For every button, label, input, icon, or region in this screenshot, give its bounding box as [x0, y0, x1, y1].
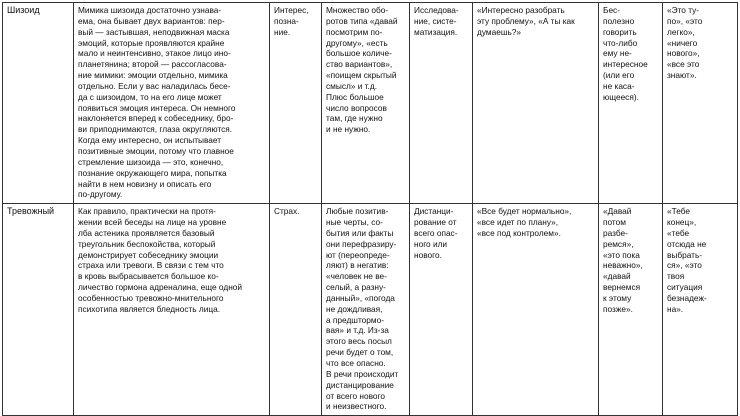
key-phrases-cell: «Интересно разобрать эту проблему», «А ты как думаешь?»: [473, 3, 599, 204]
key-phrases-cell: «Все будет нормально», «все идет по плану», «все под контролем».: [473, 204, 599, 416]
basic-emotion-cell: Интерес, позна- ние.: [270, 3, 322, 204]
facial-expression-cell: Мимика шизоида достаточно узнава- ема, она бывает двух вариантов: пер- вый — застывшая, неподвижная маска эмоций, которые проявляются крайне мало и неинтенсивно, этакое лицо ино- планетянина; второй — рассогласова- ние мимики: эмоции отдельно, мимика отдельно. Если у вас наладилась бесе- да с шизоидом, то на его лице может появиться эмоция интереса. Он немного наклоняется вперед к собеседнику, бро- ви приподнимаются, глаза округляются. Когда ему интересно, он испытывает позитивные эмоции, потому что главное стремление шизоида — это, конечно, познание окружающего мира, попытка найти в нем новизну и описать его по-другому.: [74, 3, 270, 204]
psychotype-name-cell: Шизоид: [3, 3, 74, 204]
stop-phrases-cell: «Тебе конец», «тебе отсюда не выбрать- ся», «это твоя ситуация безнадеж- на».: [663, 204, 738, 416]
defense-cell: Дистанци- рование от всего опас- ного или нового.: [410, 204, 473, 416]
table-row: [3, 3, 738, 204]
psychotype-table: [2, 2, 738, 416]
speech-features-cell: Множество обо- ротов типа «давай посмотрим по- другому», «есть большое количе- ство вариантов», «поищем скрытый смысл» и т.д. Плюс большое число вопросов там, где нужно и не нужно.: [322, 3, 410, 204]
stop-phrases-cell: «Это ту- по», «это легко», «ничего нового», «все это знают».: [663, 3, 738, 204]
useless-phrases-cell: Бес- полезно говорить что-либо ему не- интересное (или его не каса- ющееся).: [599, 3, 663, 204]
useless-phrases-cell: «Давай потом разбе- ремся», «это пока неважно», «давай вернемся к этому позже».: [599, 204, 663, 416]
table-row: [3, 204, 738, 416]
facial-expression-cell: Как правило, практически на протя- жении всей беседы на лице на уровне лба астеника проявляется базовый треугольник беспокойства, который демонстрирует собеседнику эмоции страха или тревоги. В связи с тем что в кровь выбрасывается большое ко- личество гормона адреналина, еще одной особенностью тревожно-мнительного психотипа является бледность лица.: [74, 204, 270, 416]
speech-features-cell: Любые позитив- ные черты, со- бытия или факты они перефразиру- ют (переопреде- ляют) в негатив: «человек не ве- селый, а разну- данный», «погода не дождливая, а предштормо- вая» и т.д. Из-за этого весь посыл речи будет о том, что все опасно. В речи происходит дистанцирование от всего нового и неизвестного.: [322, 204, 410, 416]
basic-emotion-cell: Страх.: [270, 204, 322, 416]
defense-cell: Исследова- ние, систе- матизация.: [410, 3, 473, 204]
psychotype-name-cell: Тревожный: [3, 204, 74, 416]
